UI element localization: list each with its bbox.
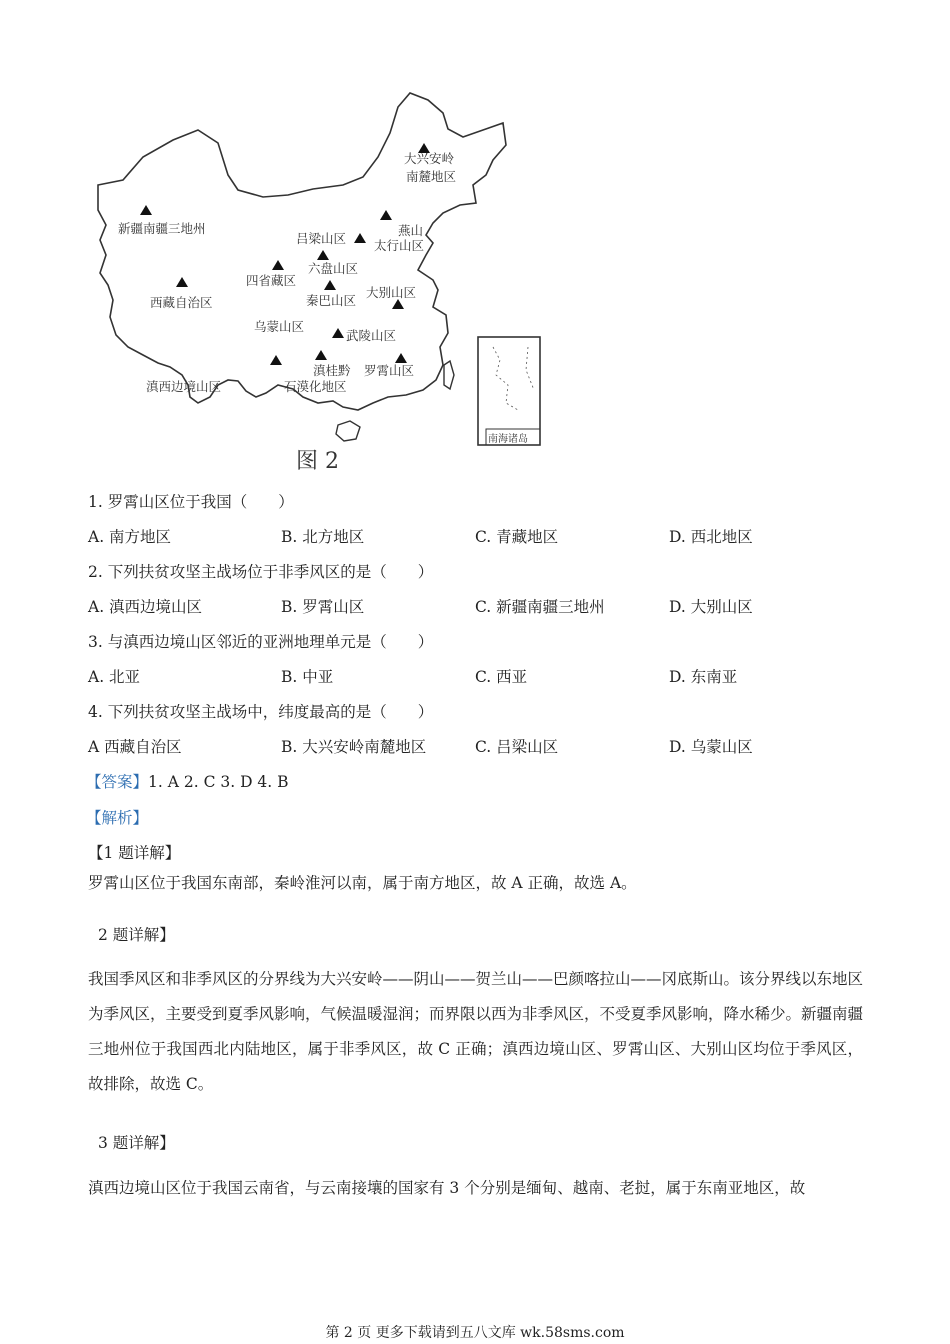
label-yanshan-1: 燕山 — [398, 223, 424, 238]
detail-1-heading: 【1 题详解】 — [88, 844, 181, 862]
label-yanshan-2: 太行山区 — [374, 238, 425, 253]
marker-lvliang — [354, 233, 366, 243]
map-svg — [88, 85, 558, 475]
label-daxinganling-2: 南麓地区 — [406, 169, 457, 184]
q2-option-b: B. 罗霄山区 — [281, 598, 365, 616]
label-xizang: 西藏自治区 — [150, 295, 213, 310]
label-wumeng: 乌蒙山区 — [254, 319, 305, 334]
marker-xinjiang — [140, 205, 152, 215]
label-liupan: 六盘山区 — [308, 261, 359, 276]
marker-dabie — [392, 299, 404, 309]
label-luoxiao: 罗霄山区 — [364, 363, 415, 378]
detail-3-heading: 3 题详解】 — [98, 1134, 175, 1152]
q1-option-a: A. 南方地区 — [88, 528, 172, 546]
detail-1-text: 罗霄山区位于我国东南部，秦岭淮河以南，属于南方地区，故 A 正确，故选 A。 — [88, 874, 637, 892]
q3-option-c: C. 西亚 — [475, 668, 528, 686]
label-dianguiqian-2: 石漠化地区 — [284, 379, 347, 394]
marker-xizang — [176, 277, 188, 287]
answer-line — [86, 770, 289, 792]
marker-sisheng — [272, 260, 284, 270]
label-dabie: 大别山区 — [366, 285, 417, 300]
q3-option-a: A. 北亚 — [88, 668, 141, 686]
label-dianxi: 滇西边境山区 — [146, 379, 222, 394]
label-sisheng: 四省藏区 — [246, 273, 297, 288]
q4-option-b: B. 大兴安岭南麓地区 — [281, 738, 427, 756]
q1-option-d: D. 西北地区 — [669, 528, 753, 546]
marker-qinba — [324, 280, 336, 290]
hainan-island — [336, 421, 360, 441]
q2-option-d: D. 大别山区 — [669, 598, 753, 616]
label-lvliang: 吕梁山区 — [296, 231, 347, 246]
marker-luoxiao — [395, 353, 407, 363]
q4-option-a: A 西藏自治区 — [88, 738, 182, 756]
question-3-stem: 3. 与滇西边境山区邻近的亚洲地理单元是（ ） — [88, 633, 434, 651]
detail-2-heading: 2 题详解】 — [98, 926, 175, 944]
answer-text: 1. A 2. C 3. D 4. B — [148, 773, 289, 791]
marker-dianxi — [270, 355, 282, 365]
label-dianguiqian-1: 滇桂黔 — [313, 363, 351, 378]
china-outline — [98, 93, 506, 410]
q3-option-b: B. 中亚 — [281, 668, 334, 686]
label-xinjiang: 新疆南疆三地州 — [118, 221, 206, 236]
question-4-stem: 4. 下列扶贫攻坚主战场中，纬度最高的是（ ） — [88, 703, 434, 721]
q1-option-b: B. 北方地区 — [281, 528, 365, 546]
q1-option-c: C. 青藏地区 — [475, 528, 559, 546]
question-1-stem: 1. 罗霄山区位于我国（ ） — [88, 493, 294, 511]
taiwan-island — [444, 361, 454, 389]
detail-2-text: 我国季风区和非季风区的分界线为大兴安岭——阴山——贺兰山——巴颜喀拉山——冈底斯山。该分界线以东地区为季风区，主要受到夏季风影响，气候温暖湿润；而界限以西为非季风区，不受夏季风影响，降水稀少。新疆南疆三地州位于我国西北内陆地区，属于非季风区，故 C 正确；滇西边境山区、罗霄山区、大别山区均位于季风区，故排除，故选 C。 — [88, 970, 864, 1093]
q2-option-c: C. 新疆南疆三地州 — [475, 598, 605, 616]
page-footer: 第 2 页 更多下载请到五八文库 wk.58sms.com — [325, 1325, 625, 1341]
label-daxinganling-1: 大兴安岭 — [404, 151, 455, 166]
analysis-tag: 【解析】 — [86, 809, 149, 827]
detail-3-text: 滇西边境山区位于我国云南省，与云南接壤的国家有 3 个分别是缅甸、越南、老挝，属于东南亚地区，故 — [88, 1179, 806, 1197]
q3-option-d: D. 东南亚 — [669, 668, 738, 686]
marker-liupan — [317, 250, 329, 260]
answer-tag: 【答案】 — [86, 773, 149, 791]
question-2-stem: 2. 下列扶贫攻坚主战场位于非季风区的是（ ） — [88, 563, 434, 581]
q4-option-d: D. 乌蒙山区 — [669, 738, 753, 756]
label-qinba: 秦巴山区 — [306, 293, 357, 308]
label-wuling: 武陵山区 — [346, 328, 397, 343]
figure-caption: 图 2 — [296, 449, 339, 474]
china-poverty-map — [88, 85, 558, 475]
q2-option-a: A. 滇西边境山区 — [88, 598, 203, 616]
nanhai-label: 南海诸岛 — [488, 434, 528, 445]
marker-wuling — [332, 328, 344, 338]
q4-option-c: C. 吕梁山区 — [475, 738, 559, 756]
marker-dianguiqian — [315, 350, 327, 360]
marker-yanshan — [380, 210, 392, 220]
